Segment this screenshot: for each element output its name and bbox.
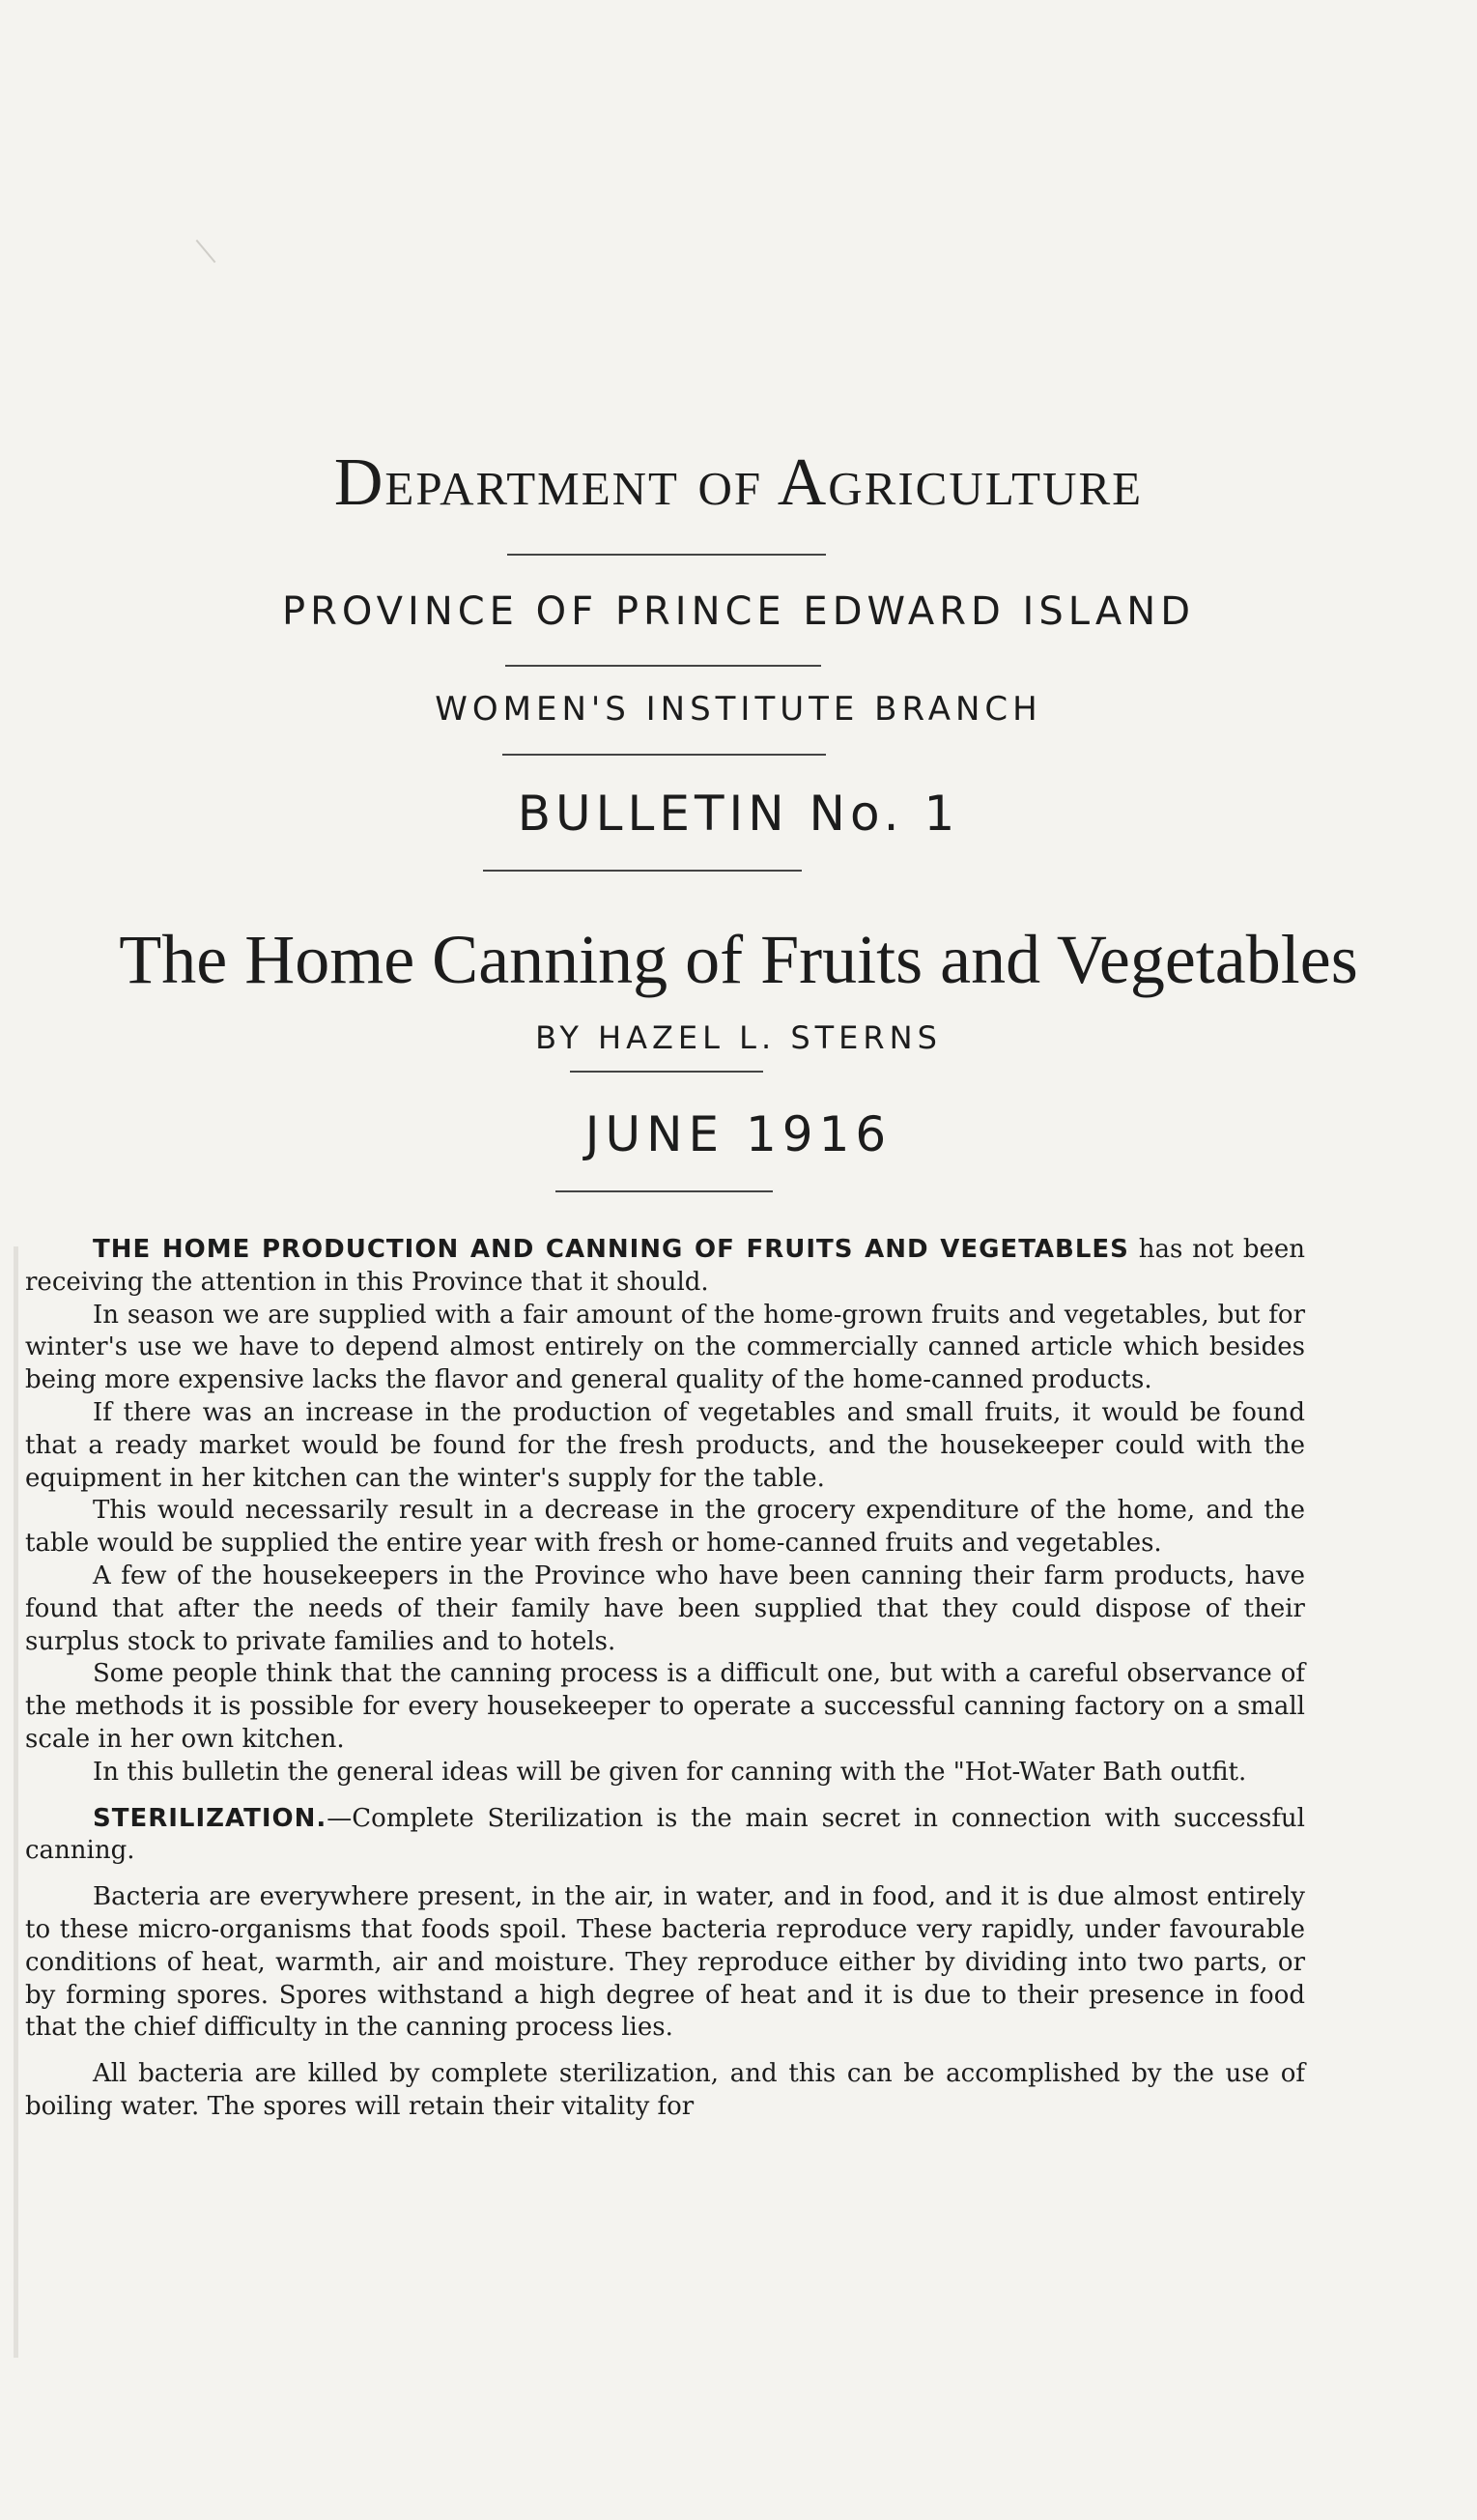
body-paragraph: Some people think that the canning process is a difficult one, but with a careful observance of the methods it is possible for every housekeeper to operate a successful canning factory on a small scale in her own kitchen.	[25, 1659, 1305, 1754]
paper-speck	[196, 240, 216, 263]
heading-rule	[555, 1190, 773, 1192]
body-paragraph: This would necessarily result in a decrease in the grocery expenditure of the home, and the table would be supplied the entire year with fresh or home-canned fruits and vegetables.	[25, 1496, 1305, 1559]
publication-date: JUNE 1916	[584, 1106, 893, 1162]
heading-rule	[570, 1071, 763, 1073]
body-paragraph: STERILIZATION.—Complete Sterilization is the main secret in connection with successful canning.	[25, 1803, 1305, 1866]
bulletin-body	[25, 1234, 1305, 2124]
body-paragraph: All bacteria are killed by complete sterilization, and this can be accomplished by the use of boiling water. The spores will retain their vitality for	[25, 2059, 1305, 2121]
body-paragraph: THE HOME PRODUCTION AND CANNING OF FRUITS AND VEGETABLES has not been receiving the attention in this Province that it should.	[25, 1235, 1305, 1297]
author-line: BY HAZEL L. STERNS	[535, 1019, 942, 1056]
heading-rule	[505, 665, 821, 667]
body-paragraph: Bacteria are everywhere present, in the air, in water, and in food, and it is due almost entirely to these micro-organisms that foods spoil. These bacteria reproduce very rapidly, under favourable conditions of heat, warmth, air and moisture. They reproduce either by dividing into two parts, or by forming spores. Spores withstand a high degree of heat and it is due to their presence in food that the chief difficulty in the canning process lies.	[25, 1882, 1305, 2043]
branch-heading: WOMEN'S INSTITUTE BRANCH	[435, 690, 1042, 729]
body-paragraph: In season we are supplied with a fair amount of the home-grown fruits and vegetables, but for winter's use we have to depend almost entirely on the commercially canned article which besides being more expensive lacks the flavor and general quality of the home-canned products.	[25, 1300, 1305, 1395]
heading-rule	[502, 754, 826, 756]
section-heading-sterilization: STERILIZATION.	[93, 1803, 327, 1833]
body-paragraph: If there was an increase in the production of vegetables and small fruits, it would be found that a ready market would be found for the fresh products, and the housekeeper could with the equipment in her kitchen can the winter's supply for the table.	[25, 1397, 1305, 1493]
province-heading: PROVINCE OF PRINCE EDWARD ISLAND	[281, 589, 1196, 634]
document-title: The Home Canning of Fruits and Vegetables	[119, 921, 1358, 998]
body-paragraph: A few of the housekeepers in the Province who have been canning their farm products, have found that after the needs of their family have been supplied that they could dispose of their surplus stock to private families and to hotels.	[25, 1561, 1305, 1656]
paragraph-lead: THE HOME PRODUCTION AND CANNING OF FRUITS AND VEGETABLES	[93, 1235, 1129, 1264]
body-paragraph: In this bulletin the general ideas will be given for canning with the "Hot-Water Bath outfit.	[93, 1757, 1247, 1787]
heading-rule	[483, 870, 802, 872]
department-heading: Department of Agriculture	[333, 445, 1144, 520]
paper-speck	[14, 1246, 18, 2358]
bulletin-number: BULLETIN No. 1	[517, 786, 960, 842]
heading-rule	[507, 554, 826, 556]
